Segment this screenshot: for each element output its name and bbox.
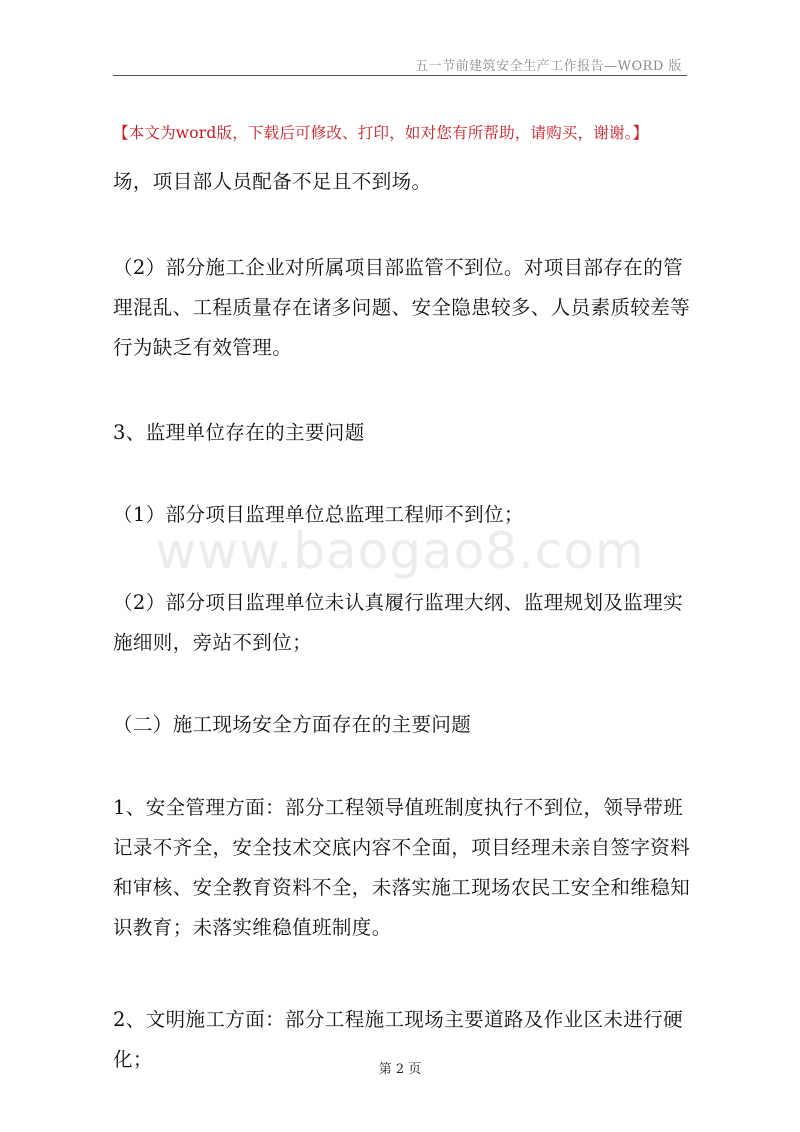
section-heading-2: （二）施工现场安全方面存在的主要问题 bbox=[113, 713, 472, 736]
watermark: www.baogao8.com bbox=[155, 522, 645, 580]
header-title: 五一节前建筑安全生产工作报告—WORD 版 bbox=[415, 59, 682, 74]
section-heading-3: 3、监理单位存在的主要问题 bbox=[113, 421, 365, 444]
paragraph-1: 场，项目部人员配备不足且不到场。 bbox=[113, 170, 432, 193]
paragraph-2: （2）部分施工企业对所属项目部监管不到位。对项目部存在的管理混乱、工程质量存在诸多问题、安全隐患较多、人员素质较差等行为缺乏有效管理。 bbox=[113, 256, 691, 359]
paragraph-3: （1）部分项目监理单位总监理工程师不到位； bbox=[113, 503, 524, 526]
download-notice: 【本文为word版，下载后可修改、打印，如对您有所帮助，请购买，谢谢。】 bbox=[113, 124, 649, 142]
paragraph-6: 2、文明施工方面：部分工程施工现场主要道路及作业区未进行硬化； bbox=[113, 1008, 684, 1071]
page-number: 第 2 页 bbox=[378, 1062, 422, 1077]
paragraph-5: 1、安全管理方面：部分工程领导值班制度执行不到位，领导带班记录不齐全，安全技术交底内容不全面，项目经理未亲自签字资料和审核、安全教育资料不全，未落实施工现场农民工安全和维稳知识教育；未落实维稳值班制度。 bbox=[113, 796, 691, 939]
paragraph-4: （2）部分项目监理单位未认真履行监理大纲、监理规划及监理实施细则，旁站不到位； bbox=[113, 591, 684, 654]
header-divider bbox=[113, 75, 687, 76]
